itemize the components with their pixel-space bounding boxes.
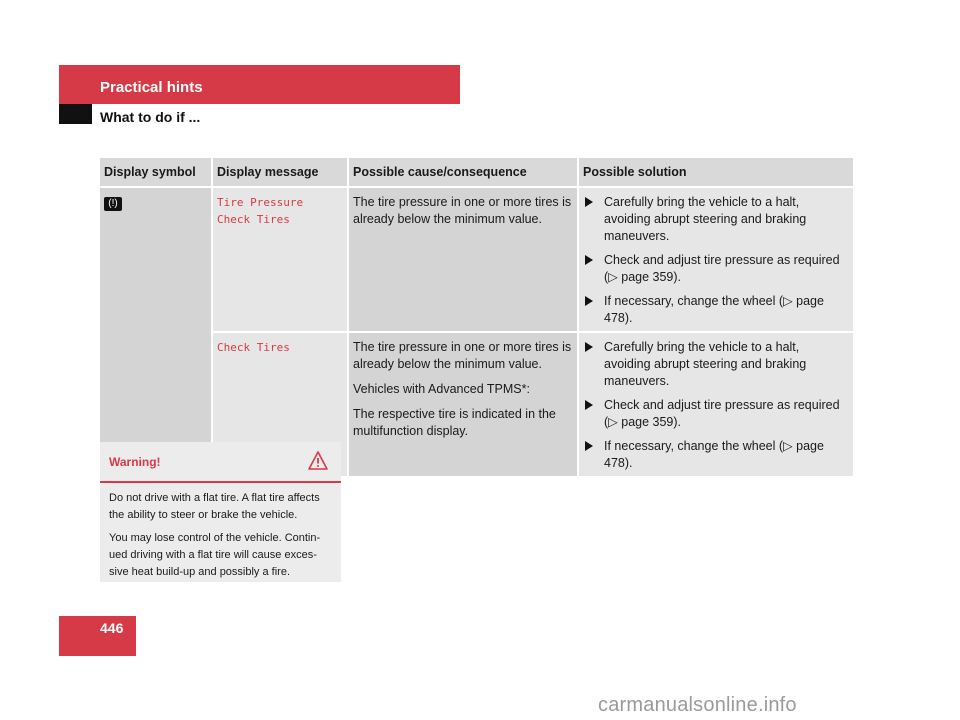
- solution-text: Carefully bring the vehicle to a halt, avoiding abrupt steering and braking maneuvers.: [604, 195, 807, 243]
- solution-text: Check and adjust tire pressure as required (▷ page 359).: [604, 253, 840, 284]
- warning-body: [100, 483, 341, 581]
- page-number: 446: [100, 620, 124, 636]
- column-header: Possible solution: [578, 158, 853, 187]
- display-message-line: Check Tires: [217, 213, 290, 226]
- warning-title: Warning!: [109, 455, 161, 469]
- solution-cell: [578, 332, 853, 477]
- solution-item: [583, 293, 849, 327]
- warning-header: [100, 442, 341, 483]
- table-header-row: [100, 158, 853, 187]
- warning-paragraph: You may lose control of the vehicle. Contin-ued driving with a flat tire will cause exces-sive heat build-up and possibly a fire.: [109, 532, 321, 578]
- message-cell: [212, 187, 348, 332]
- warning-box: [100, 442, 341, 582]
- warning-triangle-icon: [308, 451, 328, 475]
- cause-text: The respective tire is indicated in the multifunction display.: [353, 407, 556, 438]
- solution-cell: [578, 187, 853, 332]
- solution-text: If necessary, change the wheel (▷ page 478).: [604, 439, 824, 470]
- display-messages-table: [100, 158, 853, 478]
- warning-paragraph: Do not drive with a flat tire. A flat tire affects the ability to steer or brake the vehicle.: [109, 492, 320, 521]
- page-number-band: [59, 616, 136, 656]
- solution-item: [583, 194, 849, 245]
- bullet-arrow-icon: [585, 197, 593, 207]
- bullet-arrow-icon: [585, 296, 593, 306]
- cause-text: Vehicles with Advanced TPMS*:: [353, 382, 530, 396]
- section-title: Practical hints: [100, 79, 203, 96]
- solution-text: Check and adjust tire pressure as required (▷ page 359).: [604, 398, 840, 429]
- bullet-arrow-icon: [585, 342, 593, 352]
- symbol-cell: [100, 187, 212, 477]
- solution-item: [583, 339, 849, 390]
- solution-item: [583, 252, 849, 286]
- watermark: carmanualsonline.info: [598, 694, 797, 716]
- column-header: Display message: [212, 158, 348, 187]
- cause-text: The tire pressure in one or more tires is already below the minimum value.: [353, 340, 572, 371]
- display-message-line: Tire Pressure: [217, 196, 304, 209]
- table-row: [100, 187, 853, 332]
- solution-item: [583, 438, 849, 472]
- cause-cell: [348, 187, 578, 332]
- column-header: Display symbol: [100, 158, 212, 187]
- display-message-line: Check Tires: [217, 341, 290, 354]
- bullet-arrow-icon: [585, 255, 593, 265]
- solution-item: [583, 397, 849, 431]
- solution-text: If necessary, change the wheel (▷ page 478).: [604, 294, 824, 325]
- bullet-arrow-icon: [585, 400, 593, 410]
- tire-pressure-warning-icon: (!): [104, 197, 122, 211]
- cause-text: The tire pressure in one or more tires is already below the minimum value.: [353, 195, 572, 226]
- cause-cell: [348, 332, 578, 477]
- header-marker: [59, 104, 92, 124]
- section-subtitle: What to do if ...: [100, 109, 201, 125]
- solution-text: Carefully bring the vehicle to a halt, avoiding abrupt steering and braking maneuvers.: [604, 340, 807, 388]
- column-header: Possible cause/consequence: [348, 158, 578, 187]
- bullet-arrow-icon: [585, 441, 593, 451]
